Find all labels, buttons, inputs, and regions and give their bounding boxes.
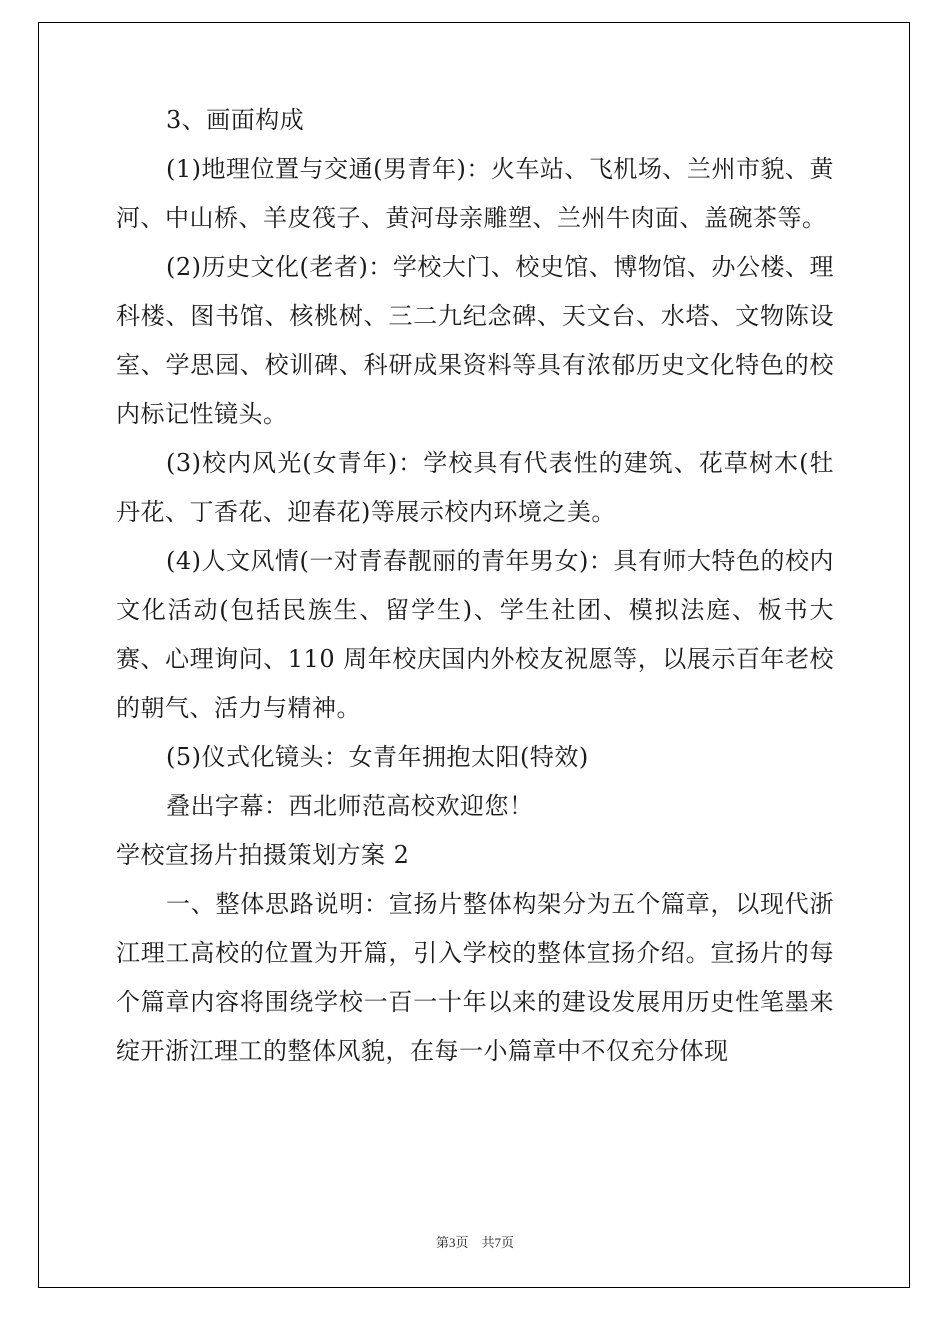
paragraph-culture: (4)人文风情(一对青春靓丽的青年男女)：具有师大特色的校内文化活动(包括民族生、留学生)、学生社团、模拟法庭、板书大赛、心理询问、110 周年校庆国内外校友祝愿等，以展示百年老校的朝气、活力与精神。 <box>116 547 834 722</box>
paragraph-overview: 一、整体思路说明：宣扬片整体构架分为五个篇章，以现代浙江理工高校的位置为开篇，引入学校的整体宣扬介绍。宣扬片的每个篇章内容将围绕学校一百一十年以来的建设发展用历史性笔墨来绽开浙江理工的整体风貌，在每一小篇章中不仅充分体现 <box>116 890 834 1065</box>
paragraph-subtitle: 叠出字幕：西北师范高校欢迎您！ <box>166 792 534 820</box>
page-number: 第3页 共7页 <box>435 1235 514 1250</box>
document-section-title: 学校宣扬片拍摄策划方案 2 <box>116 841 410 869</box>
paragraph-campus-scenery: (3)校内风光(女青年)：学校具有代表性的建筑、花草树木(牡丹花、丁香花、迎春花)等展示校内环境之美。 <box>116 449 834 526</box>
document-body <box>116 96 834 1076</box>
paragraph-history: (2)历史文化(老者)：学校大门、校史馆、博物馆、办公楼、理科楼、图书馆、核桃树、三二九纪念碑、天文台、水塔、文物陈设室、学思园、校训碑、科研成果资料等具有浓郁历史文化特色的校内标记性镜头。 <box>116 253 834 428</box>
paragraph-geography: (1)地理位置与交通(男青年)：火车站、飞机场、兰州市貌、黄河、中山桥、羊皮筏子、黄河母亲雕塑、兰州牛肉面、盖碗茶等。 <box>116 155 834 232</box>
section-heading: 3、画面构成 <box>166 106 305 134</box>
paragraph-ceremony: (5)仪式化镜头：女青年拥抱太阳(特效) <box>166 743 589 771</box>
